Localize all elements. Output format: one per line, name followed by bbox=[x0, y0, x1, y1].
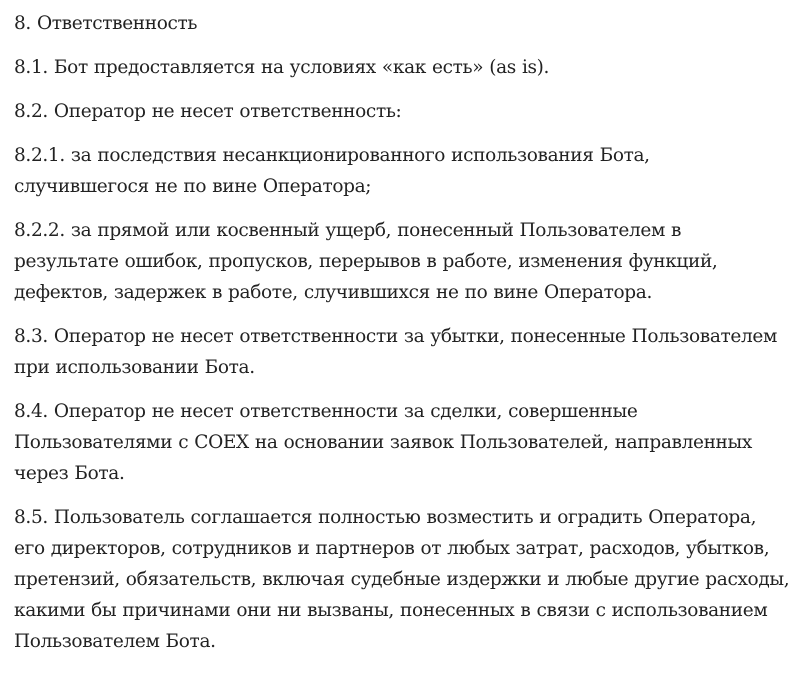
clause-8-2-2: 8.2.2. за прямой или косвенный ущерб, понесенный Пользователем в результате ошибок, пропусков, перерывов в работе, изменения функций, дефектов, задержек в работе, случившихся не по вине Оператора. bbox=[14, 220, 718, 303]
clause-8-4: 8.4. Оператор не несет ответственности за сделки, совершенные Пользователями с COEX на основании заявок Пользователей, направленных через Бота. bbox=[14, 401, 752, 484]
clause-8-5: 8.5. Пользователь соглашается полностью возместить и оградить Оператора, его директоров, сотрудников и партнеров от любых затрат, расходов, убытков, претензий, обязательств, включая судебные издержки и любые другие расходы, какими бы причинами они ни вызваны, понесенных в связи с использованием Пользователем Бота. bbox=[14, 507, 790, 652]
document-body bbox=[14, 8, 790, 670]
clause-8-2-1: 8.2.1. за последствия несанкционированного использования Бота, случившегося не по вине Оператора; bbox=[14, 145, 650, 197]
clause-8-2: 8.2. Оператор не несет ответственность: bbox=[14, 101, 402, 122]
clause-8-1: 8.1. Бот предоставляется на условиях «как есть» (as is). bbox=[14, 57, 550, 78]
section-heading: 8. Ответственность bbox=[14, 13, 198, 34]
clause-8-3: 8.3. Оператор не несет ответственности за убытки, понесенные Пользователем при использовании Бота. bbox=[14, 326, 778, 378]
